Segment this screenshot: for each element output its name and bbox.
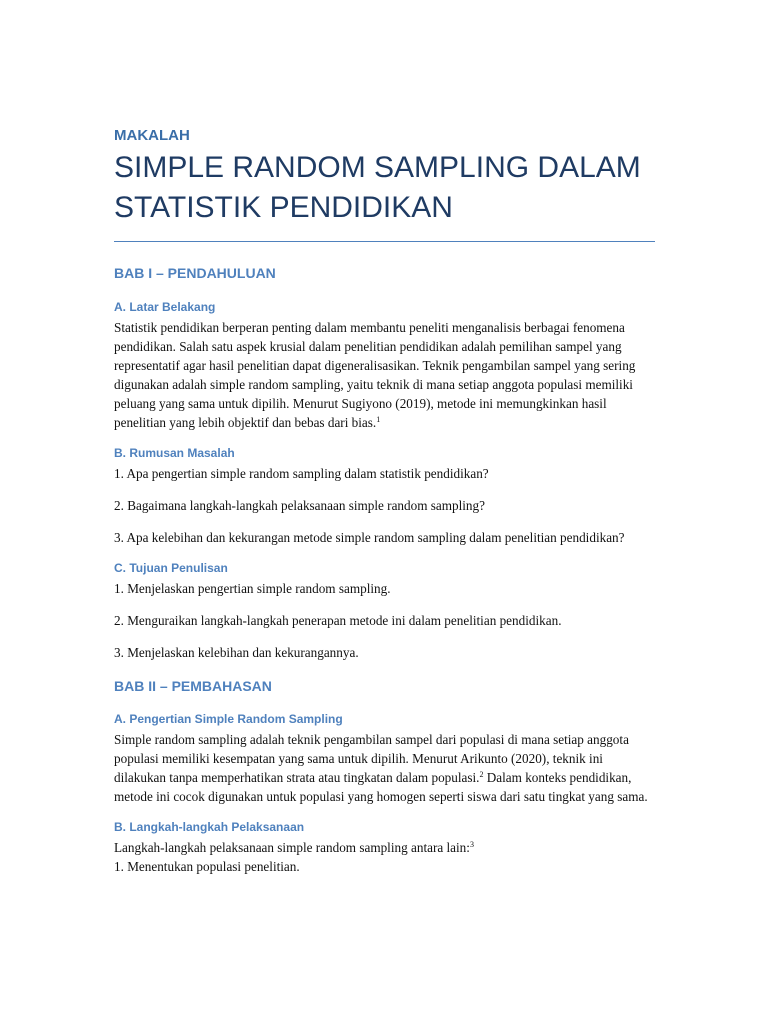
langkah-intro xyxy=(114,838,655,857)
tujuan-item-2: 2. Menguraikan langkah-langkah penerapan metode ini dalam penelitian pendidikan. xyxy=(114,613,562,628)
pengertian-heading: A. Pengertian Simple Random Sampling xyxy=(114,712,343,726)
title-divider xyxy=(114,241,655,242)
tujuan-item-1: 1. Menjelaskan pengertian simple random sampling. xyxy=(114,581,391,596)
langkah-intro-text: Langkah-langkah pelaksanaan simple random sampling antara lain: xyxy=(114,840,470,855)
pengertian-paragraph xyxy=(114,730,655,806)
pengertian-text-b: Dalam konteks pendidikan, metode ini cocok digunakan untuk populasi yang homogen seperti siswa dari satu tingkat yang sama. xyxy=(114,770,648,804)
rumusan-item-2: 2. Bagaimana langkah-langkah pelaksanaan simple random sampling? xyxy=(114,498,485,513)
document-title xyxy=(114,148,655,228)
tujuan-item-3: 3. Menjelaskan kelebihan dan kekurangannya. xyxy=(114,645,359,660)
title-line-1: SIMPLE RANDOM SAMPLING DALAM xyxy=(114,151,641,184)
footnote-ref-1: 1 xyxy=(376,415,381,424)
rumusan-item-1: 1. Apa pengertian simple random sampling dalam statistik pendidikan? xyxy=(114,466,489,481)
tujuan-penulisan-heading: C. Tujuan Penulisan xyxy=(114,561,228,575)
pengertian-text-a: Simple random sampling adalah teknik pengambilan sampel dari populasi di mana setiap anggota populasi memiliki kesempatan yang sama untuk dipilih. Menurut Arikunto (2020), teknik ini dilakukan tanpa memperhatikan strata atau tingkatan dalam populasi. xyxy=(114,732,629,785)
footnote-ref-3: 3 xyxy=(469,840,474,849)
latar-belakang-paragraph xyxy=(114,318,655,432)
rumusan-item-3: 3. Apa kelebihan dan kekurangan metode simple random sampling dalam penelitian pendidikan? xyxy=(114,530,625,545)
latar-belakang-heading: A. Latar Belakang xyxy=(114,300,216,314)
latar-belakang-text: Statistik pendidikan berperan penting dalam membantu peneliti menganalisis berbagai fenomena pendidikan. Salah satu aspek krusial dalam penelitian pendidikan adalah pemilihan sampel yang representatif agar hasil penelitian dapat digeneralisasikan. Teknik pengambilan sampel yang sering digunakan adalah simple random sampling, yaitu teknik di mana setiap anggota populasi memiliki peluang yang sama untuk dipilih. Menurut Sugiyono (2019), metode ini memungkinkan hasil penelitian yang lebih objektif dan bebas dari bias. xyxy=(114,320,636,430)
bab-1-heading: BAB I – PENDAHULUAN xyxy=(114,265,276,281)
rumusan-masalah-heading: B. Rumusan Masalah xyxy=(114,446,235,460)
bab-2-heading: BAB II – PEMBAHASAN xyxy=(114,678,272,694)
title-line-2: STATISTIK PENDIDIKAN xyxy=(114,191,453,224)
langkah-item-1: 1. Menentukan populasi penelitian. xyxy=(114,859,300,874)
footnote-ref-2: 2 xyxy=(479,770,484,779)
langkah-heading: B. Langkah-langkah Pelaksanaan xyxy=(114,820,305,834)
document-page xyxy=(114,126,655,876)
document-kicker: MAKALAH xyxy=(114,127,190,144)
